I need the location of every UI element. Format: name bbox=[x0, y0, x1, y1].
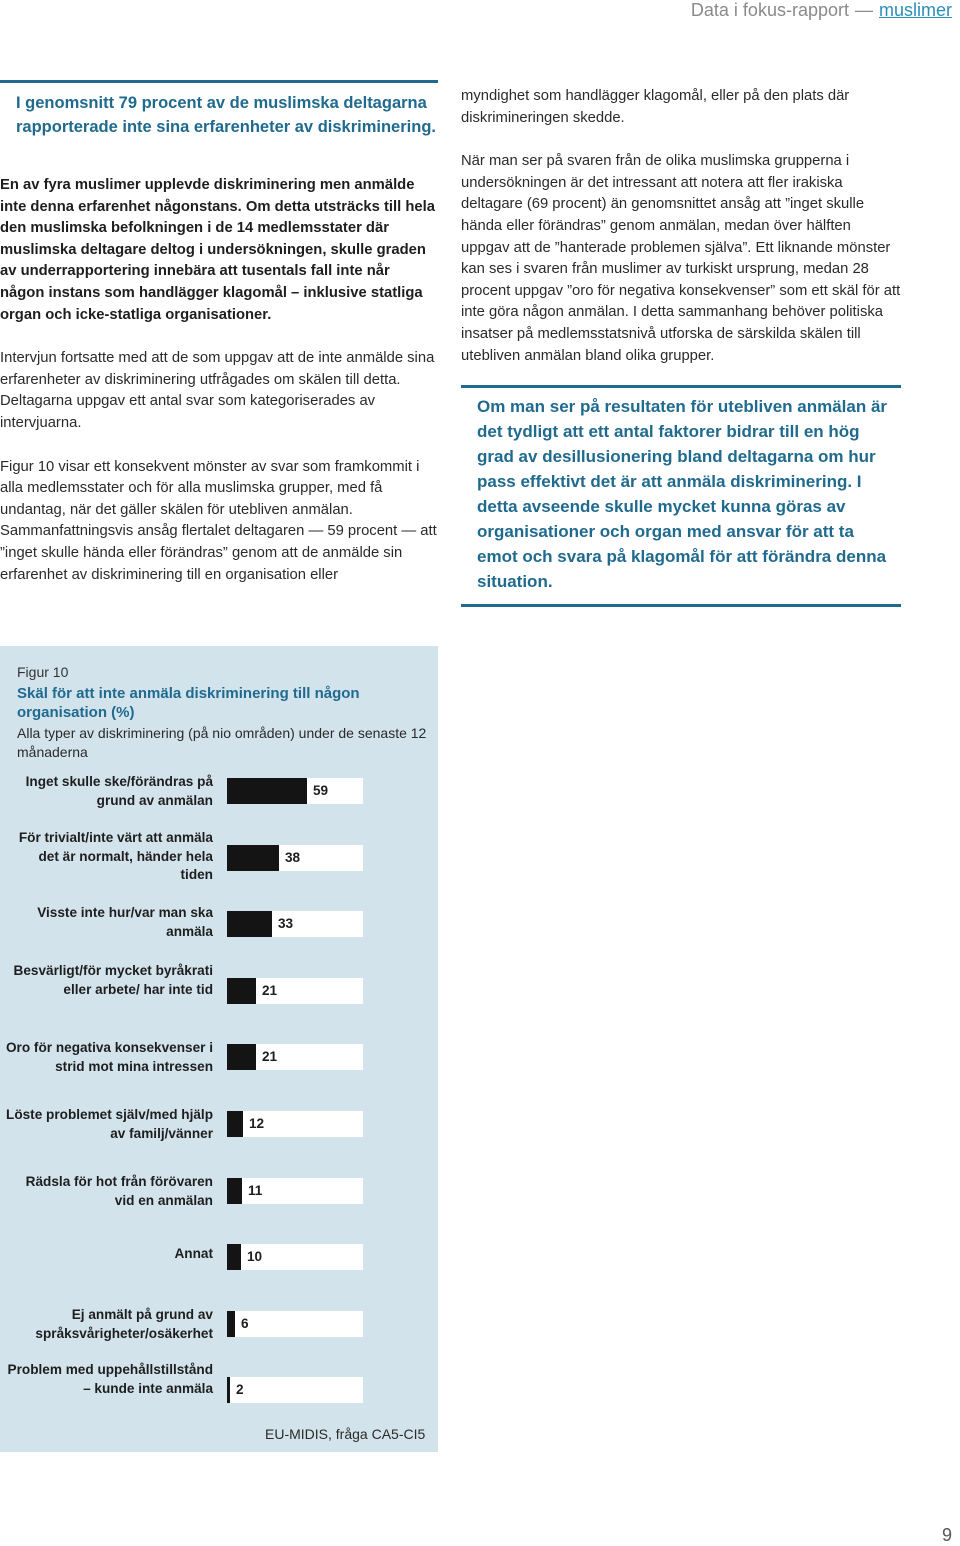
bar-value-label: 2 bbox=[236, 1382, 244, 1397]
bar-value-label: 10 bbox=[247, 1249, 263, 1264]
bar-label: Besvärligt/för mycket byråkrati eller arbete/ har inte tid bbox=[13, 963, 213, 997]
bar-track bbox=[227, 1311, 363, 1337]
bar-label: Ej anmält på grund av språksvårigheter/osäkerhet bbox=[35, 1307, 213, 1341]
bar-label: Oro för negativa konsekvenser i strid mot mina intressen bbox=[5, 1040, 213, 1074]
page-number: 9 bbox=[941, 1525, 952, 1545]
callout-text: Om man ser på resultaten för utebliven anmälan är det tydligt att ett antal faktorer bidrar till en hög grad av desillusionering bland deltagarna om hur pass effektivt det är att anmäla diskriminering. I detta avseende skulle mycket kunna göras av organisationer och organ med ansvar för att ta emot och svara på klagomål för att förändra denna situation. bbox=[477, 397, 888, 592]
header-topic-link[interactable]: muslimer bbox=[878, 0, 952, 20]
bar-label: Inget skulle ske/förändras på grund av anmälan bbox=[25, 774, 213, 808]
bar bbox=[227, 1244, 241, 1270]
bar-value-label: 11 bbox=[248, 1183, 263, 1198]
bar-value-label: 59 bbox=[313, 783, 329, 798]
bar-track bbox=[227, 778, 363, 804]
bar bbox=[227, 978, 256, 1004]
bold-paragraph: En av fyra muslimer upplevde diskriminering men anmälde inte denna erfarenhet någonstans. Om detta utsträcks till hela den muslimska befolkningen i de 14 medlemsstater där muslimska deltagare deltog i undersökningen, skulle graden av underrapportering innebära att tusentals fall inte når någon instans som handlägger klagomål – inklusive statliga organ och icke-statliga organisationer. bbox=[0, 177, 435, 323]
bar bbox=[227, 1377, 230, 1403]
bar bbox=[227, 1111, 243, 1137]
body-paragraph-2: Figur 10 visar ett konsekvent mönster av svar som framkommit i alla medlemsstater och för alla muslimska grupper, med få undantag, när det gäller skälen för utebliven anmälan. Sammanfattningsvis ansåg flertalet deltagaren — 59 procent — att ”inget skulle hända eller förändras” genom att de anmälde sin erfarenhet av diskriminering till en organisation eller bbox=[0, 458, 437, 583]
figure-number: Figur 10 bbox=[17, 664, 69, 680]
bar-label: För trivialt/inte värt att anmäla det är normalt, händer hela tiden bbox=[18, 830, 213, 882]
bar-value-label: 21 bbox=[262, 983, 278, 998]
body-paragraph-1: Intervjun fortsatte med att de som uppgav att de inte anmälde sina erfarenheter av diskriminering utfrågades om skälen till detta. Deltagarna uppgav ett antal svar som kategoriserades av intervjuarna. bbox=[0, 350, 435, 431]
bar-label: Problem med uppehållstillstånd – kunde inte anmäla bbox=[7, 1362, 213, 1396]
bar-track bbox=[227, 1377, 363, 1403]
bar-label: Rädsla för hot från förövaren vid en anmälan bbox=[25, 1174, 213, 1208]
bar bbox=[227, 1178, 242, 1204]
left-column bbox=[0, 80, 438, 586]
bar-label: Löste problemet själv/med hjälp av familj/vänner bbox=[6, 1107, 213, 1141]
callout-box bbox=[461, 385, 901, 607]
figure-subtitle: Alla typer av diskriminering (på nio områden) under de senaste 12 månaderna bbox=[17, 725, 427, 760]
bar-value-label: 38 bbox=[285, 850, 301, 865]
bar-value-label: 6 bbox=[241, 1316, 249, 1331]
bar-value-label: 33 bbox=[278, 916, 294, 931]
figure-10 bbox=[0, 646, 438, 1452]
intro-highlight: I genomsnitt 79 procent av de muslimska deltagarna rapporterade inte sina erfarenheter av diskriminering. bbox=[16, 94, 436, 136]
figure-source: EU-MIDIS, fråga CA5-CI5 bbox=[265, 1426, 426, 1442]
header-section: Data i fokus-rapport bbox=[690, 0, 849, 20]
bar bbox=[227, 1311, 235, 1337]
right-column bbox=[461, 86, 901, 607]
bar bbox=[227, 778, 307, 804]
bar bbox=[227, 845, 279, 871]
bar-label: Visste inte hur/var man ska anmäla bbox=[37, 905, 213, 939]
header-dash: — bbox=[854, 0, 873, 20]
bar-label: Annat bbox=[174, 1246, 213, 1261]
bar-value-label: 21 bbox=[262, 1049, 278, 1064]
right-paragraph-1: myndighet som handlägger klagomål, eller på den plats där diskrimineringen skedde. bbox=[461, 88, 850, 126]
figure-title: Skäl för att inte anmäla diskriminering till någon organisation (%) bbox=[17, 685, 360, 721]
bar-track bbox=[227, 1244, 363, 1270]
bar bbox=[227, 1044, 256, 1070]
bar-value-label: 12 bbox=[249, 1116, 265, 1131]
right-paragraph-2: När man ser på svaren från de olika muslimska grupperna i undersökningen är det intressant att notera att fler irakiska deltagare (69 procent) än genomsnittet ansåg att ”inget skulle hända eller förändras” genom anmälan, medan över hälften uppgav att de ”hanterade problemen själva”. Ett liknande mönster kan ses i svaren från muslimer av turkiskt ursprung, medan 28 procent uppgav ”oro för negativa konsekvenser” som ett skäl för att inte göra någon anmälan. I detta sammanhang behöver politiska insatser på medlemsstatsnivå utforska de särskilda skälen till utebliven anmälan bland olika grupper. bbox=[461, 153, 901, 364]
intro-rule bbox=[0, 80, 438, 83]
bar-track bbox=[227, 1178, 363, 1204]
bar-track bbox=[227, 978, 363, 1004]
running-header bbox=[691, 0, 952, 21]
bar-track bbox=[227, 911, 363, 937]
bar bbox=[227, 911, 272, 937]
bar-track bbox=[227, 1111, 363, 1137]
bar-track bbox=[227, 845, 363, 871]
bar-track bbox=[227, 1044, 363, 1070]
